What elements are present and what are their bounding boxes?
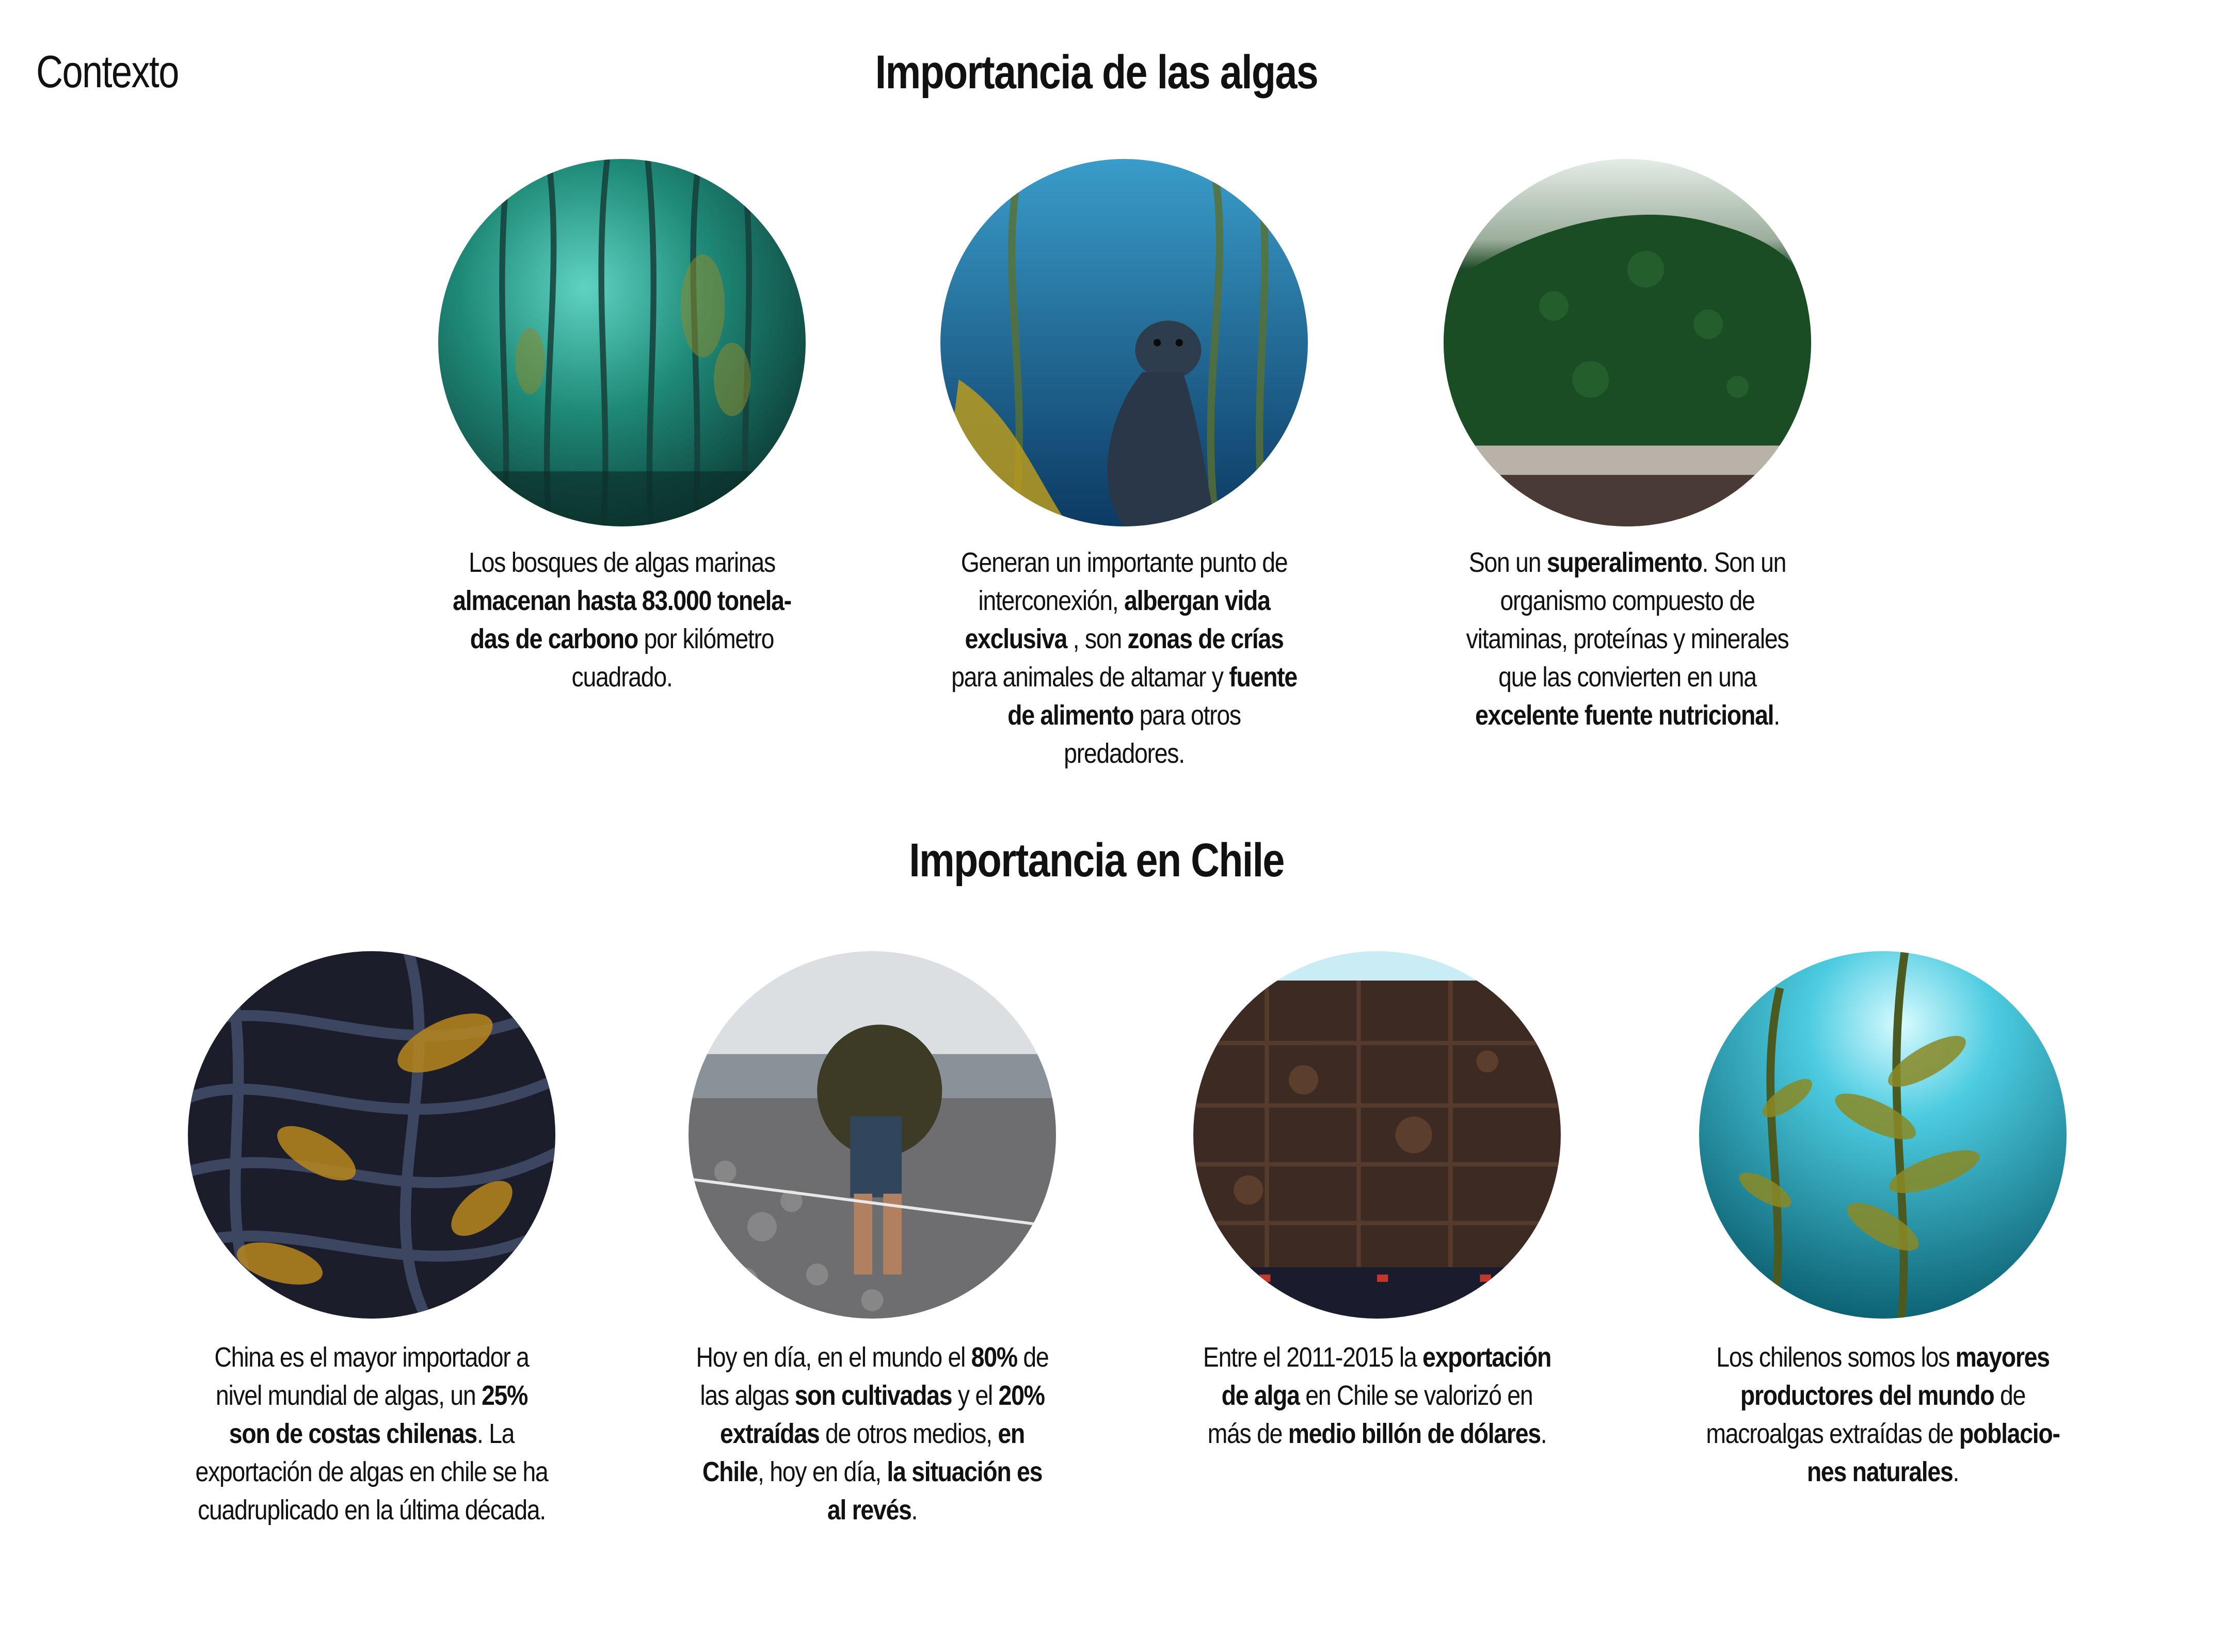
card-kelp-carbon-caption (415, 543, 828, 696)
caption-text: Los chilenos somos los mayores productores del mundo de macroalgas extraídas de poblacio- nes naturales. (1706, 1342, 2060, 1487)
section-title-chile (0, 833, 2209, 888)
emphasis-text: 20% extraídas (720, 1380, 1045, 1449)
caption-text: Entre el 2011-2015 la exportación de alga en Chile se valorizó en más de medio billón de dólares. (1203, 1342, 1551, 1449)
caption-text: Generan un importante punto de interconexión, albergan vida exclusiva , son zonas de crías para animales de altamar y fuente de alimento para otros predadores. (951, 547, 1297, 769)
emphasis-text: son cultivadas (794, 1380, 952, 1411)
emphasis-text: poblacio- nes naturales (1806, 1418, 2060, 1487)
emphasis-text: excelente fuente nutricional (1475, 700, 1774, 731)
card-top-producers-caption (1676, 1338, 2089, 1491)
seal-in-kelp-image (940, 159, 1308, 526)
kelp-forest-image (438, 159, 806, 526)
emphasis-text: zonas de crías (1127, 623, 1284, 654)
caption-text: Los bosques de algas marinas almacenan hasta 83.000 tonela- das de carbono por kilómetro cuadrado. (453, 547, 791, 693)
card-china-import-caption (165, 1338, 578, 1529)
section-title-algas-text: Importancia de las algas (875, 46, 1318, 99)
man-carrying-seaweed-image (689, 951, 1056, 1319)
card-cultivated-caption (666, 1338, 1079, 1529)
emphasis-text: exportación de alga (1221, 1342, 1551, 1411)
emphasis-text: almacenan hasta 83.000 tonela- das de carbono (453, 585, 791, 654)
seaweed-bales-truck-image (1193, 951, 1561, 1319)
spirulina-powder-image (1444, 159, 1811, 526)
emphasis-text: 25% son de costas chilenas (229, 1380, 528, 1449)
emphasis-text: fuente de alimento (1007, 662, 1297, 731)
dried-seaweed-image (188, 951, 555, 1319)
emphasis-text: albergan vida exclusiva (965, 585, 1270, 654)
sunlit-kelp-image (1699, 951, 2067, 1319)
emphasis-text: medio billón de dólares (1288, 1418, 1541, 1449)
emphasis-text: en Chile (702, 1418, 1025, 1487)
emphasis-text: la situación es al revés (827, 1456, 1043, 1526)
card-kelp-habitat-caption (918, 543, 1331, 773)
emphasis-text: superalimento (1546, 547, 1702, 578)
caption-text: China es el mayor importador a nivel mundial de algas, un 25% son de costas chilenas. La exportación de algas en chile se ha cuadruplicado en la última década. (195, 1342, 548, 1526)
caption-text: Hoy en día, en el mundo el 80% de las algas son cultivadas y el 20% extraídas de otros medios, en Chile, hoy en día, la situación es al revés. (696, 1342, 1049, 1526)
card-export-value-caption (1171, 1338, 1583, 1453)
section-title-algas (0, 45, 2209, 100)
emphasis-text: mayores productores del mundo (1740, 1342, 2050, 1411)
section-title-chile-text: Importancia en Chile (909, 834, 1284, 887)
corner-label: Contexto (36, 46, 179, 97)
caption-text: Son un superalimento. Son un organismo compuesto de vitaminas, proteínas y minerales que las convierten en una excelente fuente nutricional. (1466, 547, 1789, 731)
emphasis-text: 80% (971, 1342, 1017, 1373)
card-superfood-caption (1421, 543, 1834, 734)
